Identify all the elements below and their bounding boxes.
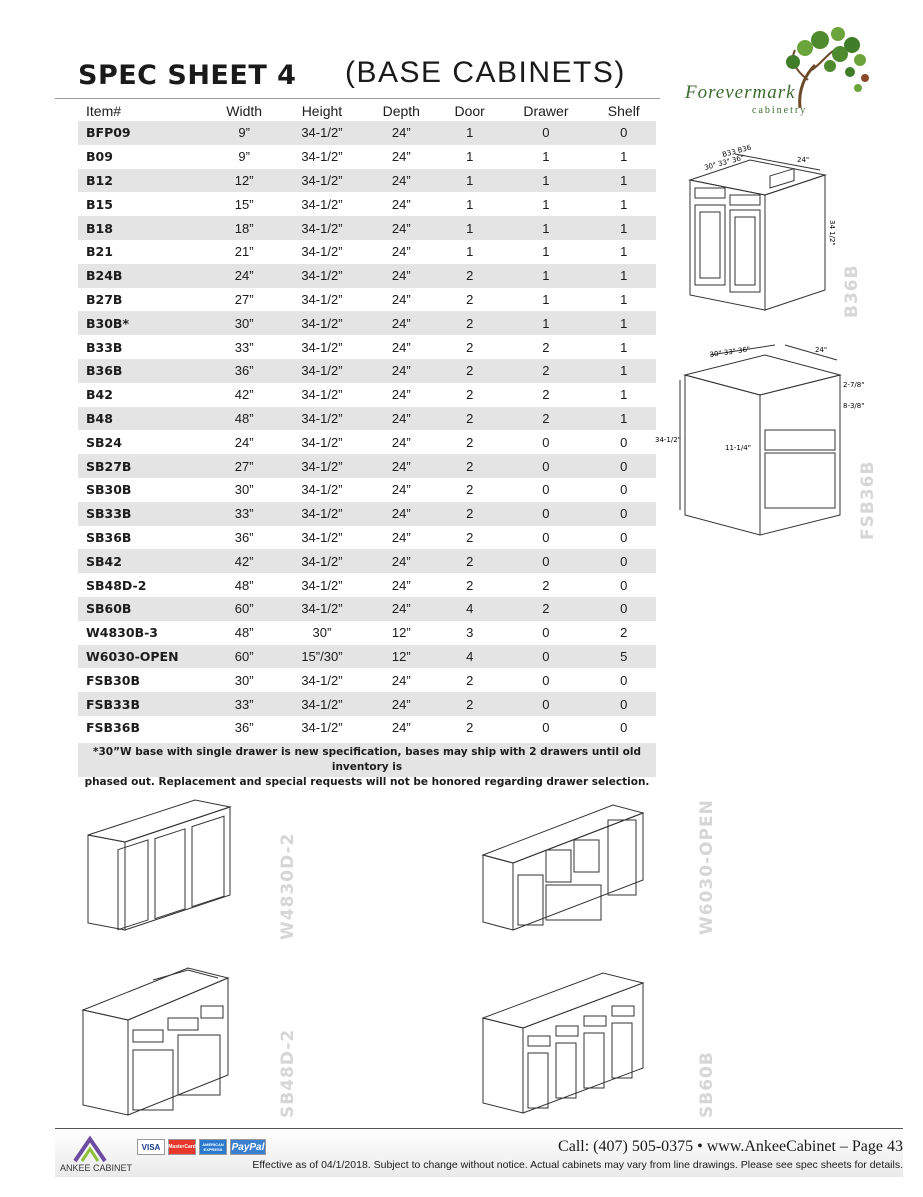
spec-cell: 2 [500,407,591,431]
spec-cell: 34-1/2” [301,196,343,212]
spec-cell: 0 [500,645,591,669]
amex-icon: AMERICAN EXPRESS [199,1139,227,1155]
spec-cell: 2 [500,597,591,621]
fsb36b-depth: 24" [815,346,828,354]
item-code-cell: B21 [86,244,113,260]
w4830d2-drawing [80,795,240,935]
spec-cell: 12” [208,169,280,193]
fsb36b-dim3: 11-1/4" [725,444,751,452]
table-row [78,478,656,502]
spec-cell: 0 [592,454,657,478]
table-row [78,264,656,288]
spec-cell: 24” [391,196,411,212]
table-row [78,335,656,359]
spec-cell: 0 [500,692,591,716]
spec-cell: 1 [542,291,550,307]
spec-cell: 2 [439,549,500,573]
spec-cell: 36” [208,359,280,383]
spec-cell: 1 [620,149,628,165]
spec-cell: 24” [364,216,439,240]
spec-cell: 34-1/2” [301,672,343,688]
table-row [78,169,656,193]
spec-cell: 34-1/2” [301,291,343,307]
table-row [78,240,656,264]
spec-cell: 1 [592,311,657,335]
column-header: Depth [382,103,420,119]
spec-cell: 1 [500,216,591,240]
item-code-cell: SB42 [78,549,208,573]
item-code-cell: BFP09 [78,121,208,145]
spec-cell: 0 [500,121,591,145]
spec-cell: 30” [234,672,254,688]
spec-cell: 2 [466,672,474,688]
spec-cell: 34-1/2” [301,720,343,736]
table-row [78,692,656,716]
spec-cell: 60” [208,645,280,669]
footer-disclaimer: Effective as of 04/1/2018. Subject to change without notice. Actual cabinets may vary from line drawings. Please see spec sheets for details. [252,1159,903,1171]
fsb36b-dim2: 8-3/8" [843,402,865,410]
b36b-label: B36B [842,264,862,318]
spec-cell: 24” [364,311,439,335]
spec-cell: 24” [391,434,411,450]
spec-cell: 34-1/2” [280,502,363,526]
spec-cell: 48” [234,625,254,641]
spec-cell: 0 [620,672,628,688]
w6030-open-label: W6030-OPEN [697,799,717,935]
spec-cell: 21” [234,244,254,260]
spec-cell: 34-1/2” [280,216,363,240]
b36b-widths: B33 B36 [721,143,753,159]
spec-cell: 34-1/2” [280,549,363,573]
spec-cell: 1 [620,196,628,212]
spec-cell: 24” [364,549,439,573]
spec-cell: 0 [500,549,591,573]
spec-cell: 34-1/2” [301,529,343,545]
spec-cell: 24” [364,359,439,383]
table-row [78,621,656,645]
spec-cell: 24” [391,291,411,307]
spec-cell: 1 [439,121,500,145]
spec-cell: 1 [592,264,657,288]
table-row [78,645,656,669]
spec-cell: 27” [208,454,280,478]
spec-cell: 34-1/2” [280,311,363,335]
item-code-cell: SB36B [86,529,132,545]
spec-cell: 1 [620,291,628,307]
table-row [78,454,656,478]
spec-cell: 12” [391,625,411,641]
spec-cell: 2 [500,359,591,383]
table-row [78,526,656,550]
footer-contact: Call: (407) 505-0375 • www.AnkeeCabinet – Page 43 [558,1138,903,1155]
spec-cell: 2 [466,339,474,355]
item-code-cell: B42 [86,387,113,403]
spec-cell: 34-1/2” [280,169,363,193]
spec-cell: 27” [234,291,254,307]
spec-cell: 1 [620,387,628,403]
w4830d2-label: W4830D-2 [278,832,298,940]
spec-cell: 4 [439,645,500,669]
column-header: Height [301,103,343,119]
item-code-cell: SB24 [86,434,122,450]
fsb36b-height: 34-1/2" [655,436,681,444]
spec-cell: 0 [620,434,628,450]
spec-cell: 34-1/2” [301,387,343,403]
spec-cell: 1 [542,149,550,165]
w6030-open-drawing [478,795,653,935]
spec-cell: 5 [592,645,657,669]
spec-cell: 24” [391,577,411,593]
fsb36b-widths: 30" 33" 36" [709,345,751,359]
item-code-cell: SB30B [86,482,132,498]
spec-cell: 2 [542,387,550,403]
item-code-cell: B48 [78,407,208,431]
spec-cell: 1 [592,169,657,193]
spec-cell: 42” [208,549,280,573]
sb48d2-label: SB48D-2 [278,1028,298,1118]
spec-cell: 34-1/2” [301,339,343,355]
item-code-cell: B12 [78,169,208,193]
spec-cell: 0 [542,720,550,736]
spec-cell: 1 [500,264,591,288]
spec-cell: 34-1/2” [280,121,363,145]
spec-cell: 24” [391,244,411,260]
spec-cell: 2 [542,577,550,593]
spec-cell: 1 [466,196,474,212]
spec-cell: 1 [542,196,550,212]
spec-cell: 34-1/2” [301,244,343,260]
spec-cell: 1 [466,149,474,165]
spec-cell: 30” [208,311,280,335]
spec-cell: 34-1/2” [280,692,363,716]
spec-cell: 33” [208,692,280,716]
spec-cell: 24” [391,339,411,355]
spec-cell: 24” [391,529,411,545]
spec-cell: 33” [208,502,280,526]
column-header: Width [226,103,263,119]
item-code-cell: B30B* [78,311,208,335]
fsb36b-label: FSB36B [858,460,878,540]
item-code-cell: B27B [86,291,123,307]
b36b-depth: 24" [797,156,810,164]
page-subtitle: (BASE CABINETS) [345,56,626,89]
spec-cell: 2 [466,577,474,593]
spec-cell: 24” [391,482,411,498]
spec-cell: 0 [500,502,591,526]
spec-cell: 24” [391,720,411,736]
spec-cell: 24” [364,454,439,478]
brand-name: Forevermark [685,82,796,103]
mastercard-icon: MasterCard [168,1139,196,1155]
spec-cell: 0 [620,577,628,593]
item-code-cell: B36B [78,359,208,383]
spec-cell: 0 [592,692,657,716]
spec-cell: 34-1/2” [280,359,363,383]
spec-cell: 2 [466,482,474,498]
spec-cell: 0 [500,454,591,478]
b36b-drawing [675,140,850,320]
spec-cell: 1 [500,169,591,193]
spec-cell: 34-1/2” [280,454,363,478]
spec-cell: 24” [364,692,439,716]
spec-cell: 0 [542,529,550,545]
spec-cell: 2 [466,529,474,545]
table-row [78,668,656,692]
item-code-cell: B15 [86,196,113,212]
spec-cell: 34-1/2” [280,407,363,431]
spec-cell: 36” [234,529,254,545]
table-row [78,383,656,407]
spec-cell: 60” [208,597,280,621]
table-header-row [78,101,656,121]
sb60b-drawing [478,968,658,1118]
spec-cell: 2 [620,625,628,641]
spec-cell: 1 [500,311,591,335]
spec-cell: 24” [391,672,411,688]
spec-cell: 34-1/2” [301,482,343,498]
spec-cell: 2 [439,359,500,383]
spec-cell: 30” [234,482,254,498]
spec-cell: 34-1/2” [301,577,343,593]
payment-cards [137,1139,266,1155]
item-code-cell: FSB33B [78,692,208,716]
item-code-cell: W4830B-3 [86,625,158,641]
b36b-sizes: 30" 33" 36" [703,153,745,172]
spec-cell: 2 [439,264,500,288]
spec-cell: 34-1/2” [280,597,363,621]
spec-cell: 2 [466,720,474,736]
ankee-name: ANKEE CABINET [60,1163,133,1173]
spec-cell: 24” [364,502,439,526]
spec-cell: 24” [208,264,280,288]
spec-cell: 0 [542,672,550,688]
spec-cell: 0 [592,597,657,621]
table-row [78,216,656,240]
paypal-icon: PayPal [230,1139,266,1155]
item-code-cell: FSB36B [86,720,140,736]
footnote [78,743,656,788]
column-header: Door [454,103,485,119]
spec-cell: 1 [620,339,628,355]
spec-cell: 1 [439,169,500,193]
b36b-height: 34 1/2" [828,220,836,246]
spec-cell: 34-1/2” [301,149,343,165]
table-row [78,430,656,454]
visa-icon: VISA [137,1139,165,1155]
fsb36b-dim1: 2-7/8" [843,381,865,389]
spec-cell: 1 [592,216,657,240]
spec-cell: 18” [208,216,280,240]
table-row [78,573,656,597]
spec-cell: 24” [391,387,411,403]
spec-table [78,101,656,740]
table-body [78,121,656,740]
spec-cell: 36” [234,720,254,736]
spec-cell: 0 [592,549,657,573]
spec-cell: 9” [238,149,250,165]
table-row [78,597,656,621]
spec-cell: 24” [364,407,439,431]
spec-cell: 2 [439,692,500,716]
spec-cell: 33” [234,339,254,355]
table-row [78,192,656,216]
spec-cell: 24” [364,597,439,621]
spec-cell: 0 [542,434,550,450]
item-code-cell: B33B [86,339,123,355]
spec-cell: 9” [208,121,280,145]
item-code-cell: SB27B [78,454,208,478]
spec-cell: 1 [592,407,657,431]
spec-cell: 0 [542,625,550,641]
table-row [78,359,656,383]
column-header: Drawer [523,103,569,119]
item-code-cell: W6030-OPEN [78,645,208,669]
sb48d2-drawing [78,960,248,1120]
spec-cell: 34-1/2” [280,264,363,288]
spec-cell: 2 [466,387,474,403]
table-row [78,121,656,145]
spec-cell: 1 [592,359,657,383]
spec-cell: 2 [439,407,500,431]
spec-cell: 2 [439,311,500,335]
spec-cell: 0 [592,502,657,526]
spec-cell: 0 [620,720,628,736]
spec-cell: 30” [312,625,332,641]
spec-cell: 42” [234,387,254,403]
spec-cell: 24” [234,434,254,450]
spec-cell: 24” [391,149,411,165]
item-code-cell: SB33B [78,502,208,526]
spec-cell: 2 [439,454,500,478]
spec-cell: 15”/30” [280,645,363,669]
spec-cell: 48” [234,577,254,593]
spec-cell: 2 [466,434,474,450]
spec-cell: 48” [208,407,280,431]
spec-cell: 0 [542,482,550,498]
spec-cell: 4 [439,597,500,621]
spec-cell: 0 [620,482,628,498]
spec-cell: 1 [439,216,500,240]
table-row [78,549,656,573]
spec-cell: 24” [364,264,439,288]
sb60b-label: SB60B [697,1051,717,1118]
fsb36b-drawing [655,335,865,545]
column-header: Item# [86,103,122,119]
header-rule [55,98,660,99]
spec-cell: 12” [364,645,439,669]
item-code-cell: SB60B [78,597,208,621]
item-code-cell: B24B [78,264,208,288]
column-header: Shelf [607,103,640,119]
item-code-cell: SB48D-2 [86,577,147,593]
spec-cell: 15” [234,196,254,212]
spec-cell: 24” [364,169,439,193]
table-row [78,502,656,526]
spec-cell: 2 [439,502,500,526]
spec-cell: 3 [466,625,474,641]
item-code-cell: B18 [78,216,208,240]
brand-sub: cabinetry [752,105,808,116]
table-row [78,311,656,335]
spec-cell: 24” [364,121,439,145]
footnote-line-1: *30”W base with single drawer is new specification, bases may ship with 2 drawers until old inventory is [92,746,641,773]
item-code-cell: FSB30B [86,672,140,688]
spec-cell: 2 [466,291,474,307]
spec-cell: 1 [620,244,628,260]
table-row [78,145,656,169]
spec-cell: 0 [592,121,657,145]
spec-cell: 1 [466,244,474,260]
spec-cell: 2 [542,339,550,355]
spec-cell: 0 [620,529,628,545]
page-title: SPEC SHEET 4 [78,60,297,91]
table-row [78,407,656,431]
spec-cell: 1 [542,244,550,260]
table-row [78,288,656,312]
footnote-line-2: phased out. Replacement and special requests will not be honored regarding drawer selection. [84,776,650,788]
table-row [78,716,656,740]
item-code-cell: B09 [86,149,113,165]
spec-cell: 34-1/2” [301,434,343,450]
